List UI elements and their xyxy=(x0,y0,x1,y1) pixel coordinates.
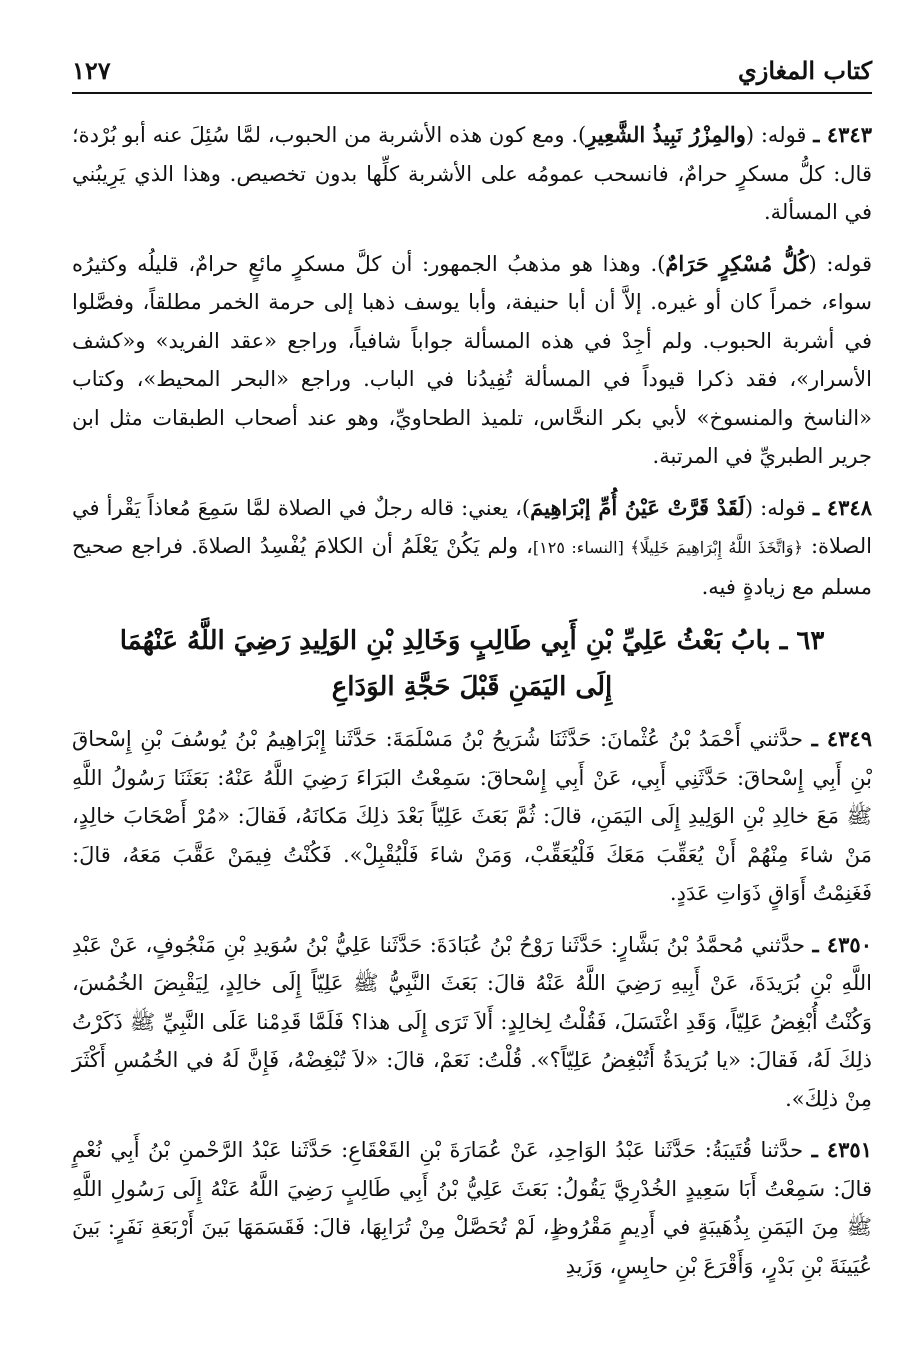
chapter-title-line-1: ٦٣ ـ بابُ بَعْثُ عَلِيِّ بْنِ أَبِي طَالِبٍ وَخَالِدِ بْنِ الوَلِيدِ رَضِيَ اللَّهُ عَنْهُمَا xyxy=(119,626,825,656)
note-lead: قوله: ( xyxy=(745,123,807,147)
running-header xyxy=(72,40,872,94)
note-number: ٤٣٤٣ ـ xyxy=(813,122,872,147)
book-page xyxy=(72,40,872,1340)
quoted-phrase: كُلُّ مُسْكِرٍ حَرَامٌ xyxy=(665,250,809,276)
chapter-heading xyxy=(72,618,872,710)
paragraph-gap xyxy=(72,1118,872,1131)
quoted-phrase: والمِزْرُ نَبِيذُ الشَّعِيرِ xyxy=(586,122,746,147)
note-text: ). وهذا هو مذهبُ الجمهور: أن كلَّ مسكرٍ مائعٍ حرامٌ، قليلُه وكثيرُه سواء، خمراً كان أو غيره. إلاَّ أن أبا حنيفة، وأبا يوسف ذهبا إلى حرمة الخمر مطلقاً، وفصَّلوا في أشربة الحبوب. ولم أجِدْ في هذه المسألة جواباً شافياً، وراجع «عقد الفريد» و«كشف الأسرار»، فقد ذكرا قيوداً في المسألة تُفِيدُنا في الباب. وراجع «البحر المحيط»، وكتاب «الناسخ والمنسوخ» لأبي بكر النحَّاس، تلميذ الطحاويِّ، وهو عند أصحاب الطبقات مثل ابن جرير الطبريِّ في المرتبة. xyxy=(72,251,872,468)
chapter-title-line-2: إِلَى اليَمَنِ قَبْلَ حَجَّةِ الوَدَاعِ xyxy=(331,672,613,702)
quran-verse: ﴿وَاتَّخَذَ اللَّهُ إِبْرَاهِيمَ خَلِيلًا﴾ [النساء: ١٢٥] xyxy=(532,538,803,557)
hadith-number: ٤٣٥١ ـ xyxy=(811,1137,872,1162)
hadith-number: ٤٣٥٠ ـ xyxy=(812,931,872,957)
hadith-4349 xyxy=(72,720,872,913)
hadith-text: حدَّثنا قُتَيبَةُ: حَدَّثَنا عَبْدُ الوَاحِدِ، عَنْ عُمَارَةَ بْنِ القَعْقَاعِ: حَدَّثَنا عَبْدُ الرَّحْمنِ بْنُ أَبِي نُعْمٍ قالَ: سَمِعْتُ أَبَا سَعِيدٍ الخُدْرِيَّ يَقُولُ: بَعَثَ عَلِيُّ بْنُ أَبِي طَالِبٍ رَضِيَ اللَّهُ عَنْهُ إِلَى رَسُولِ اللَّهِ ﷺ مِنَ اليَمَنِ بِذُهَيبَةٍ في أَدِيمٍ مَقْرُوظٍ، لَمْ تُحَصَّلْ مِنْ تُرَابِهَا، قالَ: فَقَسَمَهَا بَينَ أَرْبَعَةِ نَفَرٍ: بَينَ عُيَينَةَ بْنِ بَدْرٍ، وَأَقْرَعَ بْنِ حابِسٍ، وَزَيدِ xyxy=(72,1138,872,1278)
quoted-phrase: لَقَدْ قَرَّتْ عَيْنُ أُمِّ إبْرَاهِيمَ xyxy=(530,494,745,520)
hadith-text: حدَّثني مُحمَّدُ بْنُ بَشَّارٍ: حَدَّثَنا رَوْحُ بْنُ عُبَادَةَ: حَدَّثَنا عَلِيُّ بْنُ سُوَيدِ بْنِ مَنْجُوفٍ، عَنْ عَبْدِ اللَّهِ بْنِ بُرَيدَةَ، عَنْ أَبِيهِ رَضِيَ اللَّهُ عَنْهُ قالَ: بَعَثَ النَّبِيُّ ﷺ عَلِيّاً إِلَى خالِدٍ، لِيَقْبِضَ الخُمُسَ، وَكُنْتُ أُبْغِضُ عَلِيّاً، وَقَدِ اغْتَسَلَ، فَقُلْتُ لِخالِدٍ: أَلاَ تَرَى إِلَى هذا؟ فَلَمَّا قَدِمْنا عَلَى النَّبِيِّ ﷺ ذَكَرْتُ ذلِكَ لَهُ، فَقالَ: «يا بُرَيدَةُ أَتُبْغِضُ عَلِيّاً؟». قُلْتُ: نَعَمْ، قالَ: «لاَ تُبْغِضْهُ، فَإِنَّ لَهُ في الخُمُسِ أَكْثَرَ مِنْ ذلِكَ». xyxy=(72,932,872,1111)
note-kull-muskir xyxy=(72,245,872,476)
note-text: ). ومع كون هذه الأشربة من الحبوب، لمَّا سُئِلَ عنه أبو بُرْدة؛ قال: كلُّ مسكرٍ حرامٌ، فانسحب عمومُه على الأشربة كلِّها بدون تخصيص. وهذا الذي يَرِيبُني في المسألة. xyxy=(72,123,872,224)
note-4348 xyxy=(72,489,872,607)
page-content xyxy=(72,116,872,1285)
paragraph-gap xyxy=(72,232,872,245)
hadith-4350 xyxy=(72,926,872,1119)
page-number: ١٢٧ xyxy=(72,56,111,85)
hadith-text: حدَّثني أَحْمَدُ بْنُ عُثْمانَ: حَدَّثَنَا شُرَيحُ بْنُ مَسْلَمَةَ: حَدَّثَنا إِبْرَاهِيمُ بْنُ يُوسُفَ بْنِ إِسْحاقَ بْنِ أَبِي إِسْحاقَ: حَدَّثَنِي أَبِي، عَنْ أَبِي إِسْحاقَ: سَمِعْتُ البَرَاءَ رَضِيَ اللَّهُ عَنْهُ: بَعَثَنَا رَسُولُ اللَّهِ ﷺ مَعَ خالِدِ بْنِ الوَلِيدِ إِلَى اليَمَنِ، قالَ: ثُمَّ بَعَثَ عَلِيّاً بَعْدَ ذلِكَ مَكانَهُ، فَقالَ: «مُرْ أَصْحَابَ خالِدٍ، مَنْ شاءَ مِنْهُمْ أَنْ يُعَقِّبَ مَعَكَ فَلْيُعَقِّبْ، وَمَنْ شاءَ فَلْيُقْبِلْ». فَكُنْتُ فِيمَنْ عَقَّبَ مَعَهُ، قالَ: فَغَنِمْتُ أَوَاقٍ ذَوَاتِ عَدَدٍ. xyxy=(72,727,872,905)
paragraph-gap xyxy=(72,913,872,926)
note-text: )، يعني: قاله رجلٌ في الصلاة لمَّا سَمِعَ مُعاذاً يَقْرأ في الصلاة: xyxy=(72,495,872,558)
book-title: كتاب المغازي xyxy=(737,56,872,85)
note-4343 xyxy=(72,116,872,232)
hadith-4351 xyxy=(72,1131,872,1285)
paragraph-gap xyxy=(72,476,872,489)
hadith-number: ٤٣٤٩ ـ xyxy=(811,726,872,751)
note-lead: قوله: ( xyxy=(744,495,806,520)
note-lead: قوله: ( xyxy=(808,251,872,276)
note-text: ، ولم يَكُنْ يَعْلَمُ أن الكلامَ يُفْسِدُ الصلاةَ. فراجع صحيح مسلم مع زيادةٍ فيه. xyxy=(72,534,872,599)
note-number: ٤٣٤٨ ـ xyxy=(812,494,872,520)
